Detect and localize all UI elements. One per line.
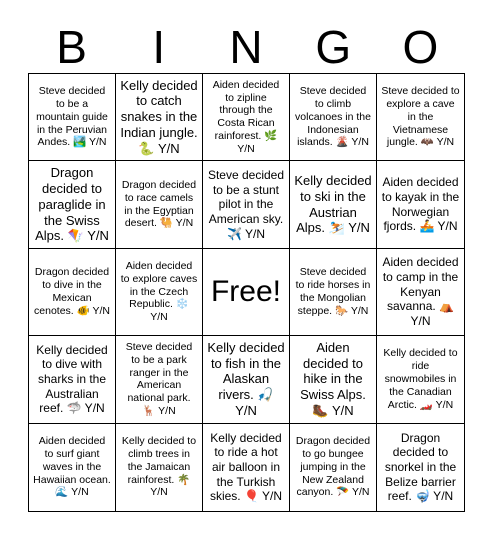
- bingo-cell-4-1[interactable]: Kelly decided to dive with sharks in the Australian reef. 🦈 Y/N: [29, 336, 116, 423]
- bingo-cell-1-5[interactable]: Steve decided to explore a cave in the Vietnamese jungle. 🦇 Y/N: [377, 74, 464, 161]
- bingo-cell-2-3[interactable]: Steve decided to be a stunt pilot in the American sky. ✈️ Y/N: [203, 161, 290, 248]
- bingo-grid: [28, 73, 465, 512]
- bingo-cell-1-4[interactable]: Steve decided to climb volcanoes in the Indonesian islands. 🌋 Y/N: [290, 74, 377, 161]
- bingo-cell-5-2[interactable]: Kelly decided to climb trees in the Jamaican rainforest. 🌴 Y/N: [116, 424, 203, 511]
- bingo-cell-5-1[interactable]: Aiden decided to surf giant waves in the Hawaiian ocean. 🌊 Y/N: [29, 424, 116, 511]
- bingo-cell-2-1[interactable]: Dragon decided to paraglide in the Swiss Alps. 🪁 Y/N: [29, 161, 116, 248]
- bingo-cell-3-4[interactable]: Steve decided to ride horses in the Mongolian steppe. 🐎 Y/N: [290, 249, 377, 336]
- bingo-cell-1-3[interactable]: Aiden decided to zipline through the Costa Rican rainforest. 🌿 Y/N: [203, 74, 290, 161]
- bingo-cell-3-5[interactable]: Aiden decided to camp in the Kenyan savanna. ⛺ Y/N: [377, 249, 464, 336]
- bingo-cell-1-2[interactable]: Kelly decided to catch snakes in the Indian jungle. 🐍 Y/N: [116, 74, 203, 161]
- header-letter-o: O: [402, 21, 439, 73]
- bingo-cell-3-2[interactable]: Aiden decided to explore caves in the Czech Republic. ❄️ Y/N: [116, 249, 203, 336]
- bingo-cell-2-2[interactable]: Dragon decided to race camels in the Egyptian desert. 🐫 Y/N: [116, 161, 203, 248]
- bingo-cell-4-2[interactable]: Steve decided to be a park ranger in the American national park. 🦌 Y/N: [116, 336, 203, 423]
- bingo-cell-2-5[interactable]: Aiden decided to kayak in the Norwegian fjords. 🚣 Y/N: [377, 161, 464, 248]
- free-space[interactable]: Free!: [203, 249, 290, 336]
- header-letter-i: I: [152, 21, 166, 73]
- bingo-cell-5-4[interactable]: Dragon decided to go bungee jumping in the New Zealand canyon. 🪂 Y/N: [290, 424, 377, 511]
- bingo-cell-4-5[interactable]: Kelly decided to ride snowmobiles in the Canadian Arctic. 🏎️ Y/N: [377, 336, 464, 423]
- bingo-cell-4-3[interactable]: Kelly decided to fish in the Alaskan rivers. 🎣 Y/N: [203, 336, 290, 423]
- bingo-cell-5-3[interactable]: Kelly decided to ride a hot air balloon in the Turkish skies. 🎈 Y/N: [203, 424, 290, 511]
- bingo-cell-2-4[interactable]: Kelly decided to ski in the Austrian Alps. ⛷️ Y/N: [290, 161, 377, 248]
- bingo-cell-1-1[interactable]: Steve decided to be a mountain guide in the Peruvian Andes. 🏞️ Y/N: [29, 74, 116, 161]
- bingo-cell-3-1[interactable]: Dragon decided to dive in the Mexican cenotes. 🐠 Y/N: [29, 249, 116, 336]
- header-letter-n: N: [229, 21, 263, 73]
- header-letter-b: B: [56, 21, 87, 73]
- header-letter-g: G: [315, 21, 352, 73]
- bingo-cell-4-4[interactable]: Aiden decided to hike in the Swiss Alps. 🥾 Y/N: [290, 336, 377, 423]
- bingo-cell-5-5[interactable]: Dragon decided to snorkel in the Belize barrier reef. 🤿 Y/N: [384, 430, 457, 504]
- bingo-header: [28, 18, 464, 76]
